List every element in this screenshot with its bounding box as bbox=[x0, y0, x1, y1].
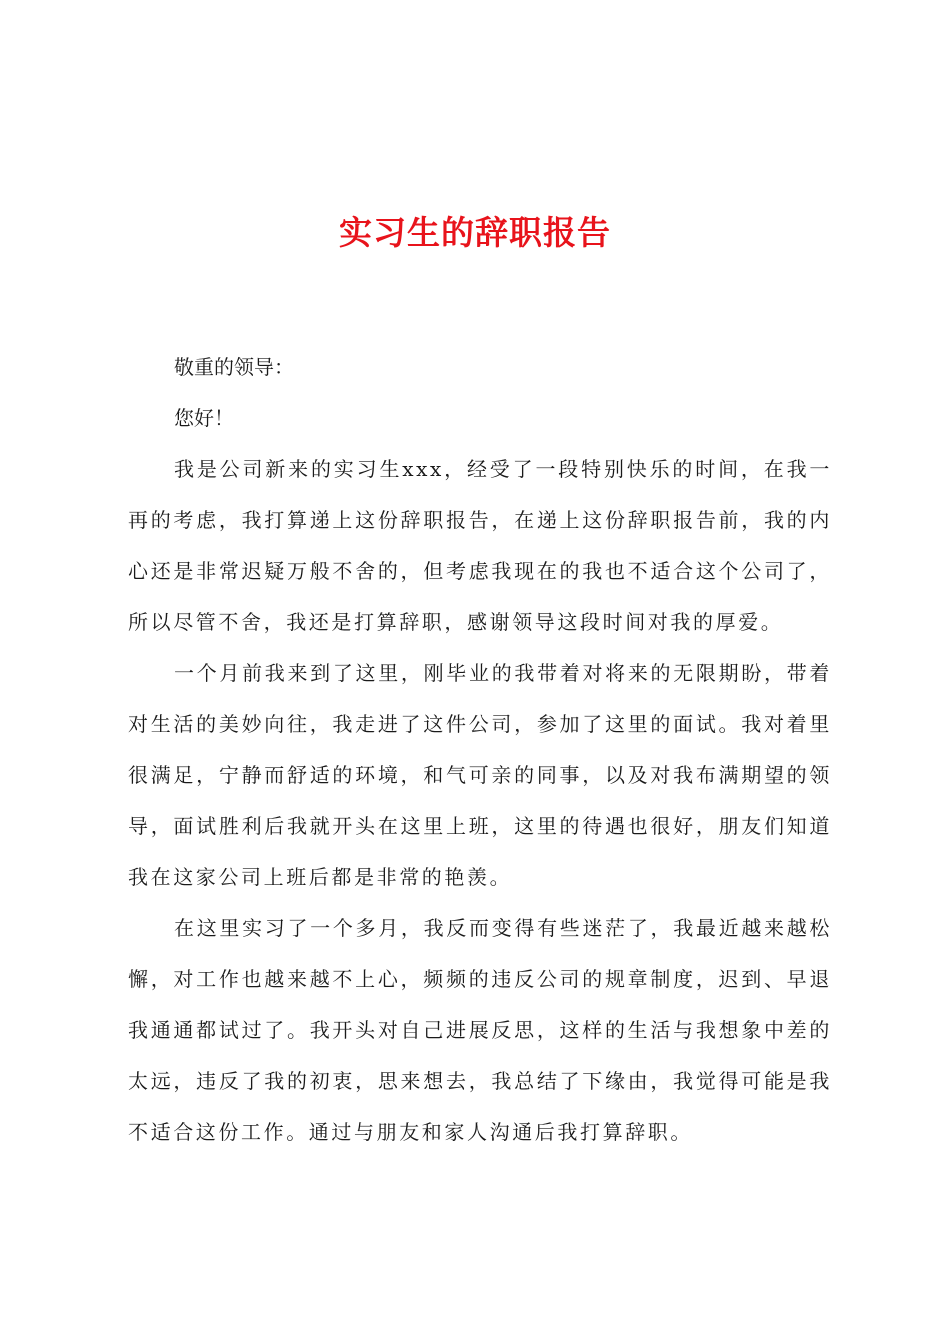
paragraph-1: 我是公司新来的实习生xxx，经受了一段特别快乐的时间，在我一再的考虑，我打算递上这份辞职报告，在递上这份辞职报告前，我的内心还是非常迟疑万般不舍的，但考虑我现在的我也不适合这个公司了，所以尽管不舍，我还是打算辞职，感谢领导这段时间对我的厚爱。 bbox=[128, 457, 832, 634]
paragraph-2: 一个月前我来到了这里，刚毕业的我带着对将来的无限期盼，带着对生活的美妙向往，我走进了这件公司，参加了这里的面试。我对着里很满足，宁静而舒适的环境，和气可亲的同事，以及对我布满期望的领导，面试胜利后我就开头在这里上班，这里的待遇也很好，朋友们知道我在这家公司上班后都是非常的艳羡。 bbox=[128, 661, 832, 889]
greeting: 您好！ bbox=[174, 406, 234, 430]
paragraph-3: 在这里实习了一个多月，我反而变得有些迷茫了，我最近越来越松懈，对工作也越来越不上心，频频的违反公司的规章制度，迟到、早退我通通都试过了。我开头对自己进展反思，这样的生活与我想象中差的太远，违反了我的初衷，思来想去，我总结了下缘由，我觉得可能是我不适合这份工作。通过与朋友和家人沟通后我打算辞职。 bbox=[128, 916, 832, 1144]
salutation: 敬重的领导： bbox=[174, 355, 294, 379]
document-body bbox=[128, 342, 832, 1158]
document-title: 实习生的辞职报告 bbox=[339, 213, 611, 252]
